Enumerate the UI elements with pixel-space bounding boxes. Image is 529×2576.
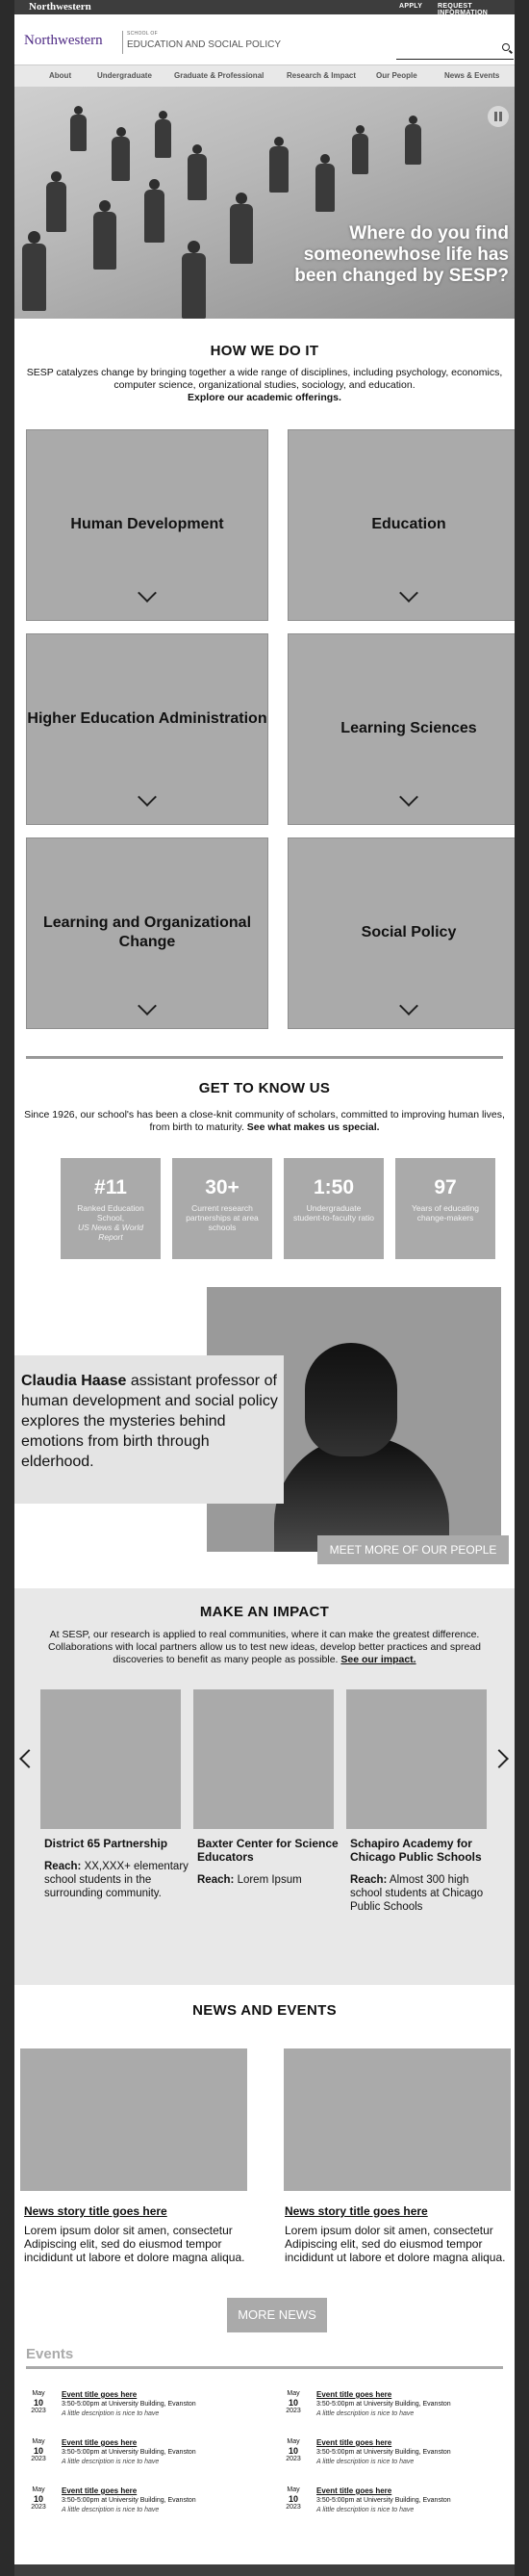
event-desc: A little description is nice to have	[316, 2459, 415, 2465]
news-image[interactable]	[20, 2048, 247, 2191]
impact-card-desc: Reach: Lorem Ipsum	[197, 1874, 302, 1886]
chevron-down-icon	[138, 996, 157, 1016]
news-story-text: Lorem ipsum dolor sit amen, consectetur Adipiscing elit, sed do eiusmod tempor incididunt ut labore et dolore magna aliqua.	[285, 2224, 506, 2264]
impact-body: At SESP, our research is applied to real communities, where it can make the greatest difference. Collaborations with local partners allow us to test new ideas, develop better practices and spread discoveries to benefit as many people as possible.	[48, 1629, 481, 1665]
event-when: 3:50-5:00pm at University Building, Evanston	[316, 2497, 451, 2504]
event-date: May 10 2023	[31, 2390, 46, 2414]
search-icon[interactable]	[502, 43, 510, 51]
event-when: 3:50-5:00pm at University Building, Evanston	[62, 2401, 196, 2408]
event-item	[26, 2438, 257, 2477]
meet-people-button[interactable]: MEET MORE OF OUR PEOPLE	[317, 1535, 509, 1564]
chevron-down-icon	[399, 996, 418, 1016]
chevron-down-icon	[399, 787, 418, 807]
stat-number: 30+	[205, 1176, 239, 1198]
tile-learning-sciences[interactable]	[288, 633, 515, 825]
stat-number: 97	[434, 1176, 457, 1198]
impact-card-desc: Reach: XX,XXX+ elementary school students in the surrounding community.	[44, 1861, 189, 1899]
nav-item-people[interactable]: Our People	[376, 71, 417, 80]
event-item	[281, 2438, 512, 2477]
profile-quote-box	[14, 1355, 284, 1504]
page-gutter-left	[0, 0, 14, 2576]
news-story-title[interactable]: News story title goes here	[285, 2204, 428, 2218]
get-to-know-body: Since 1926, our school's has been a close-knit community of scholars, committed to improving human lives, from birth to maturity.	[24, 1109, 505, 1133]
profile-name: Claudia Haase	[21, 1373, 127, 1389]
page	[14, 0, 515, 2576]
nav-item-news[interactable]: News & Events	[444, 71, 500, 80]
get-to-know-title: GET TO KNOW US	[198, 1080, 331, 1096]
impact-card-title[interactable]: Schapiro Academy for Chicago Public Schools	[350, 1837, 482, 1864]
news-story-text: Lorem ipsum dolor sit amen, consectetur Adipiscing elit, sed do eiusmod tempor incididunt ut labore et dolore magna aliqua.	[24, 2224, 245, 2264]
event-when: 3:50-5:00pm at University Building, Evanston	[62, 2497, 196, 2504]
news-image[interactable]	[284, 2048, 511, 2191]
tile-label: Learning and Organizational Change	[42, 914, 252, 950]
request-info-link[interactable]: REQUEST INFORMATION	[438, 3, 489, 16]
stat-number: 1:50	[313, 1176, 355, 1198]
event-date: May 10 2023	[31, 2486, 46, 2511]
event-date: May 10 2023	[31, 2438, 46, 2462]
stat-number: #11	[94, 1176, 127, 1198]
tile-social-policy[interactable]	[288, 837, 515, 1029]
event-title[interactable]: Event title goes here	[62, 2486, 138, 2495]
see-our-impact-link[interactable]: See our impact.	[340, 1654, 416, 1665]
hero-question: Where do you find someonewhose life has been changed by SESP?	[294, 223, 509, 286]
event-desc: A little description is nice to have	[62, 2507, 160, 2513]
pause-icon[interactable]	[488, 106, 509, 127]
event-item	[26, 2486, 257, 2525]
section-divider	[26, 1056, 503, 1059]
stat-desc: Undergraduate student-to-faculty ratio	[292, 1203, 375, 1223]
hero-image	[14, 87, 515, 319]
chevron-down-icon	[399, 583, 418, 603]
profile-quote-text: assistant professor of human development and social policy explores the mysteries behind emotions from birth through elderhood.	[21, 1373, 278, 1470]
academic-offerings-link[interactable]: Explore our academic offerings.	[188, 392, 341, 403]
event-item	[281, 2390, 512, 2429]
impact-card-desc: Reach: Almost 300 high school students at Chicago Public Schools	[350, 1874, 484, 1913]
event-title[interactable]: Event title goes here	[62, 2390, 138, 2399]
impact-card-title[interactable]: Baxter Center for Science Educators	[197, 1837, 339, 1864]
site-header	[14, 14, 515, 65]
impact-section	[14, 1588, 515, 1985]
impact-card-image[interactable]	[346, 1689, 487, 1829]
tile-education[interactable]	[288, 429, 515, 621]
impact-card-image[interactable]	[193, 1689, 334, 1829]
tile-label: Learning Sciences	[340, 720, 477, 736]
tile-label: Higher Education Administration	[27, 710, 267, 727]
page-gutter-right	[515, 0, 529, 2576]
tile-label: Social Policy	[361, 924, 457, 940]
event-date: May 10 2023	[286, 2486, 301, 2511]
event-date: May 10 2023	[286, 2390, 301, 2414]
stat-source: US News & World Report	[77, 1223, 143, 1242]
stat-years	[395, 1158, 495, 1259]
events-divider	[26, 2366, 503, 2369]
event-when: 3:50-5:00pm at University Building, Evanston	[62, 2449, 196, 2456]
site-footer	[14, 2564, 515, 2576]
see-what-makes-us-special-link[interactable]: See what makes us special.	[246, 1121, 380, 1133]
utility-bar	[14, 0, 515, 14]
stat-desc: Current research partnerships at area schools	[186, 1203, 259, 1232]
apply-link[interactable]: APPLY	[399, 3, 423, 10]
nav-item-about[interactable]: About	[49, 71, 72, 80]
arrow-left-icon[interactable]	[19, 1749, 38, 1768]
event-desc: A little description is nice to have	[316, 2507, 415, 2513]
how-we-do-it-title: HOW WE DO IT	[210, 343, 319, 359]
event-title[interactable]: Event title goes here	[62, 2438, 138, 2447]
event-title[interactable]: Event title goes here	[316, 2390, 392, 2399]
event-when: 3:50-5:00pm at University Building, Evanston	[316, 2401, 451, 2408]
tile-learning-organizational-change[interactable]	[26, 837, 268, 1029]
utility-brand[interactable]: Northwestern	[29, 1, 91, 13]
events-heading: Events	[26, 2346, 74, 2362]
event-desc: A little description is nice to have	[62, 2459, 160, 2465]
impact-card-image[interactable]	[40, 1689, 181, 1829]
stat-desc: Ranked Education School, US News & World Report	[77, 1203, 144, 1242]
event-item	[26, 2390, 257, 2429]
how-we-do-it-text	[14, 367, 515, 404]
impact-card-title[interactable]: District 65 Partnership	[44, 1837, 168, 1850]
nav-item-undergraduate[interactable]: Undergraduate	[97, 71, 152, 80]
impact-text	[14, 1629, 515, 1666]
stat-partnerships	[172, 1158, 272, 1259]
event-desc: A little description is nice to have	[316, 2410, 415, 2417]
main-nav	[14, 65, 515, 87]
news-title: NEWS AND EVENTS	[192, 2002, 337, 2019]
logo-university[interactable]: Northwestern	[24, 33, 103, 48]
arrow-right-icon[interactable]	[490, 1749, 509, 1768]
tile-human-development[interactable]	[26, 429, 268, 621]
tile-higher-education-administration[interactable]	[26, 633, 268, 825]
silhouette-head	[305, 1343, 397, 1456]
how-we-do-it-body: SESP catalyzes change by bringing together a wide range of disciplines, including psychology, economics, computer science, organizational studies, sociology, and education.	[26, 367, 503, 391]
logo-school-name[interactable]: EDUCATION AND SOCIAL POLICY	[127, 39, 282, 50]
chevron-down-icon	[138, 583, 157, 603]
event-when: 3:50-5:00pm at University Building, Evanston	[316, 2449, 451, 2456]
profile-quote	[21, 1371, 279, 1472]
nav-item-research[interactable]: Research & Impact	[287, 71, 357, 80]
nav-item-graduate[interactable]: Graduate & Professional	[174, 71, 264, 80]
event-title[interactable]: Event title goes here	[316, 2486, 392, 2495]
logo-school-prefix: SCHOOL OF	[127, 31, 158, 37]
get-to-know-text	[14, 1109, 515, 1134]
event-title[interactable]: Event title goes here	[316, 2438, 392, 2447]
chevron-down-icon	[138, 787, 157, 807]
tile-label: Human Development	[70, 516, 224, 532]
stat-desc: Years of educating change-makers	[411, 1203, 480, 1223]
impact-title: MAKE AN IMPACT	[199, 1604, 330, 1620]
event-date: May 10 2023	[286, 2438, 301, 2462]
stat-ranking	[61, 1158, 161, 1259]
more-news-button[interactable]: MORE NEWS	[227, 2298, 327, 2332]
tile-label: Education	[371, 516, 446, 532]
event-item	[281, 2486, 512, 2525]
news-story-title[interactable]: News story title goes here	[24, 2204, 167, 2218]
logo-divider	[122, 31, 123, 54]
stat-ratio	[284, 1158, 384, 1259]
event-desc: A little description is nice to have	[62, 2410, 160, 2417]
search-input[interactable]	[396, 40, 514, 60]
